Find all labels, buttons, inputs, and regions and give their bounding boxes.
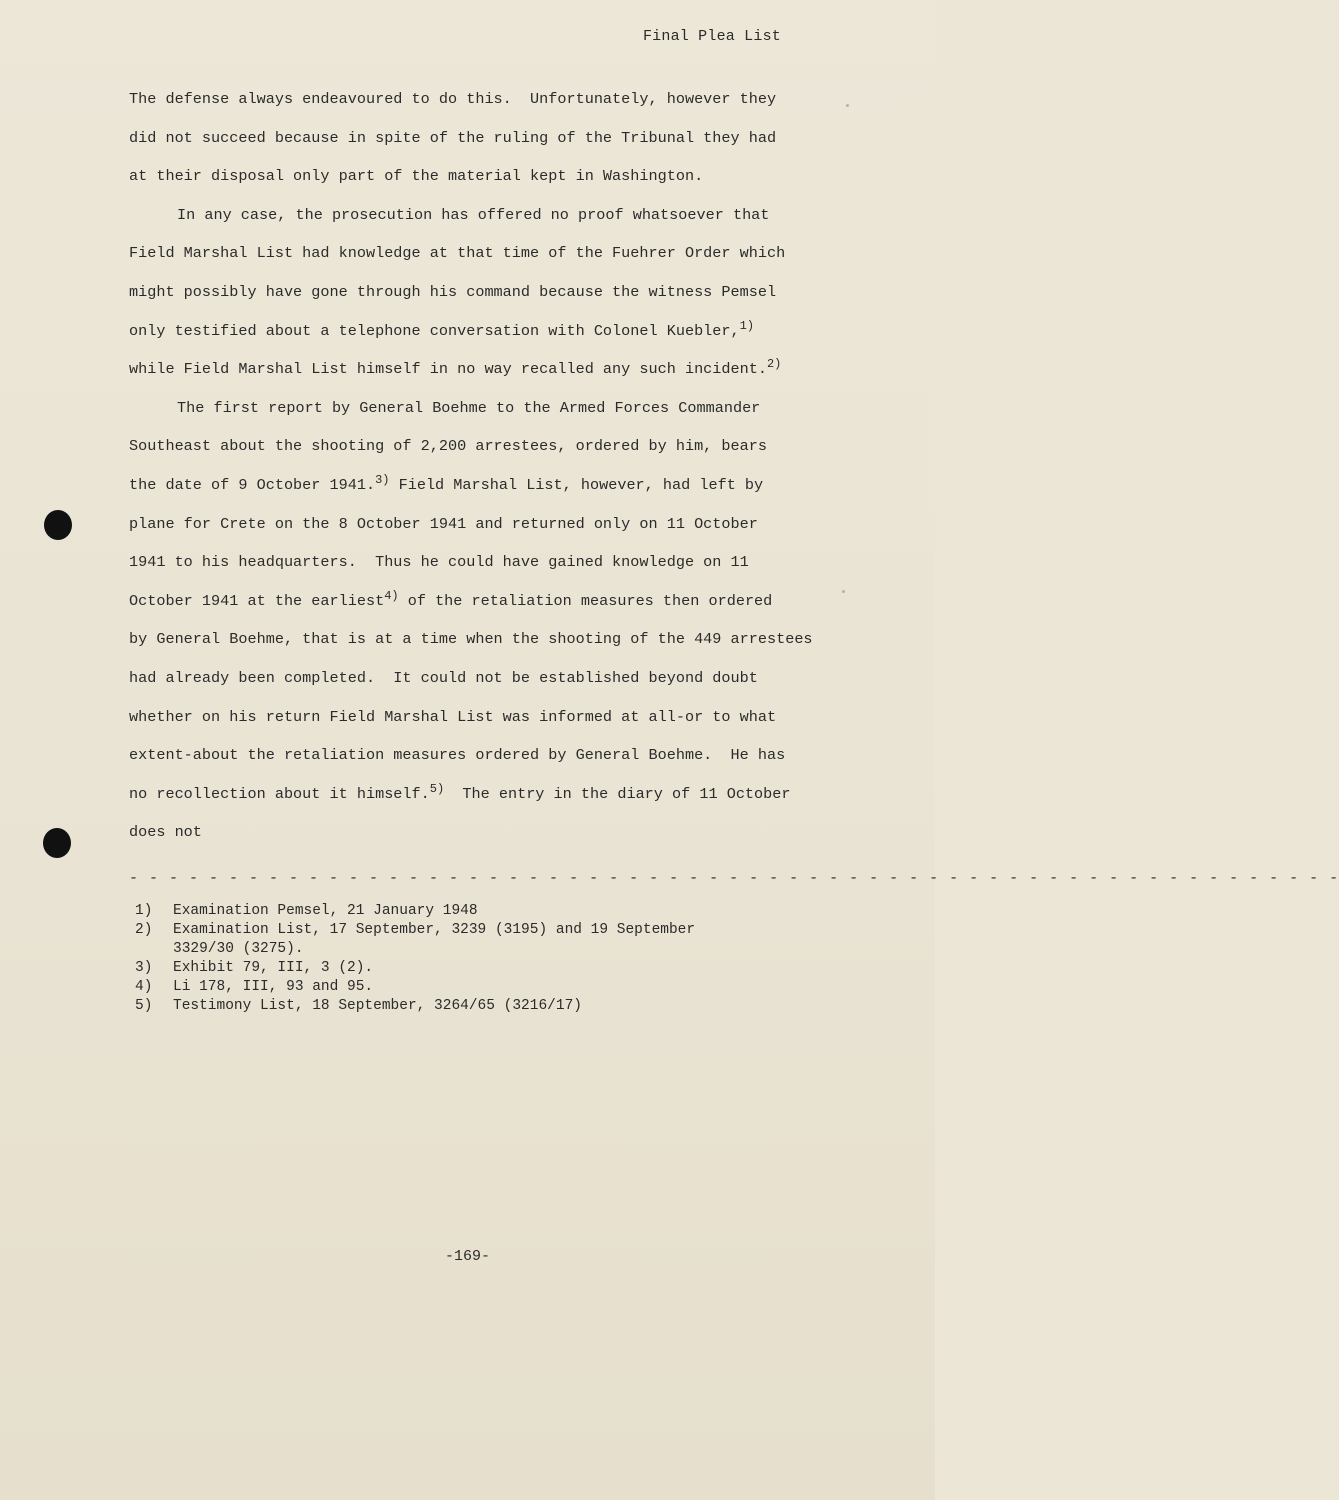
text-span: only testified about a telephone conversation with Colonel Kuebler, <box>129 321 740 340</box>
text-line: plane for Crete on the 8 October 1941 and returned only on 11 October <box>129 514 758 533</box>
text-span: no recollection about it himself. <box>129 784 430 803</box>
paper-speck <box>846 104 849 107</box>
text-line: In any case, the prosecution has offered no proof whatsoever that <box>177 205 770 224</box>
page-header: Final Plea List <box>642 28 781 45</box>
text-span: while Field Marshal List himself in no way recalled any such incident. <box>129 360 767 379</box>
text-line: Field Marshal List had knowledge at that time of the Fuehrer Order which <box>129 244 786 263</box>
footnote-item <box>135 997 835 1016</box>
text-line: did not succeed because in spite of the ruling of the Tribunal they had <box>129 128 777 147</box>
footnote-separator: - - - - - - - - - - - - - - - - - - - - - - - - - - - - - - - - - - - - - - - - - - - - - - - - - - - - - - - - - - - - - <box>129 870 1339 887</box>
footnote-ref[interactable]: 2) <box>766 357 782 372</box>
text-line <box>129 466 869 505</box>
footnote-text: Examination Pemsel, 21 January 1948 <box>173 903 478 919</box>
text-line: at their disposal only part of the material kept in Washington. <box>129 167 704 186</box>
punch-hole <box>43 828 71 858</box>
text-line: might possibly have gone through his command because the witness Pemsel <box>129 282 777 301</box>
text-line: The defense always endeavoured to do this. Unfortunately, however they <box>129 90 777 108</box>
punch-hole <box>44 510 72 540</box>
footnote-number: 5) <box>135 998 153 1014</box>
text-line <box>129 350 869 389</box>
text-line: whether on his return Field Marshal List was informed at all-or to what <box>129 707 777 726</box>
paper-speck <box>842 590 845 593</box>
text-line: The first report by General Boehme to the Armed Forces Commander <box>177 398 761 417</box>
text-line: had already been completed. It could not be established beyond doubt <box>129 668 758 687</box>
text-line <box>129 775 869 814</box>
text-line <box>129 312 869 351</box>
text-span: of the retaliation measures then ordered <box>398 591 773 610</box>
footnote-number: 4) <box>135 979 153 995</box>
footnote-item <box>135 902 835 921</box>
text-line: does not <box>129 823 202 842</box>
footnote-ref[interactable]: 1) <box>739 318 755 333</box>
text-span: The entry in the diary of 11 October <box>444 784 791 803</box>
text-span: October 1941 at the earliest <box>129 591 385 610</box>
footnote-ref[interactable]: 4) <box>384 588 399 603</box>
text-line: 1941 to his headquarters. Thus he could have gained knowledge on 11 <box>129 553 749 572</box>
footnote-item <box>135 921 835 959</box>
text-span: Field Marshal List, however, had left by <box>389 475 764 494</box>
footnotes <box>135 902 835 1016</box>
footnote-text: Exhibit 79, III, 3 (2). <box>173 960 374 976</box>
body-text <box>129 80 869 852</box>
page-number: -169- <box>444 1248 490 1265</box>
footnote-text: Testimony List, 18 September, 3264/65 (3216/17) <box>173 998 582 1014</box>
footnote-ref[interactable]: 5) <box>429 781 445 796</box>
footnote-number: 1) <box>135 903 153 919</box>
text-span: the date of 9 October 1941. <box>129 475 376 494</box>
footnote-item <box>135 959 835 978</box>
footnote-ref[interactable]: 3) <box>375 472 390 487</box>
text-line: extent-about the retaliation measures ordered by General Boehme. He has <box>129 746 786 765</box>
text-line <box>129 582 869 621</box>
footnote-item <box>135 978 835 997</box>
footnote-text: Li 178, III, 93 and 95. <box>173 979 374 995</box>
text-line: Southeast about the shooting of 2,200 arrestees, ordered by him, bears <box>129 437 767 456</box>
footnote-text: Examination List, 17 September, 3239 (3195) and 19 September 3329/30 (3275). <box>173 922 696 957</box>
footnote-number: 3) <box>135 960 153 976</box>
text-line: by General Boehme, that is at a time when the shooting of the 449 arrestees <box>129 630 813 649</box>
footnote-number: 2) <box>135 922 153 938</box>
